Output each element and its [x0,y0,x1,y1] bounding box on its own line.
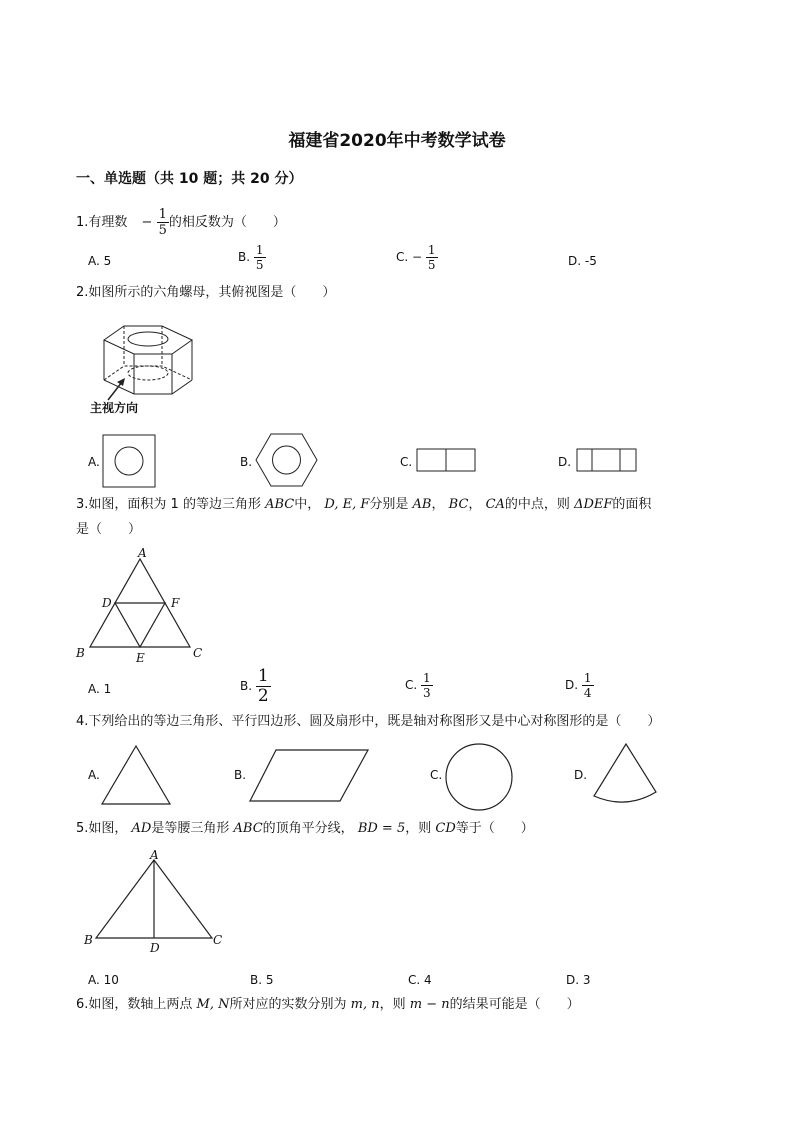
q3-text-6: 的中点，则 [504,497,570,512]
q1-num: 1 [158,207,167,222]
q3-option-a[interactable]: A. 1 [88,682,112,696]
hex-nut-figure [90,318,200,418]
q5-text-5: 等于（ ） [455,821,534,836]
q3-math-ab: AB [412,497,432,512]
page-title: 福建省2020年中考数学试卷 [288,131,506,151]
q1-den: 5 [158,223,167,238]
q5-label-c: C [213,933,223,947]
q3-c-label: C. [405,678,418,692]
question-4: 4.下列给出的等边三角形、平行四边形、圆及扇形中，既是轴对称图形又是中心对称图形的是（ ） [76,714,661,729]
q3-math-bc: BC [448,497,469,512]
q4-a-equilateral-triangle[interactable] [100,744,174,806]
q1-c-den: 5 [427,258,436,272]
q4-b-parallelogram[interactable] [248,748,370,804]
q4-c-circle[interactable] [443,741,515,813]
q6-math-mn-points: M, N [196,997,230,1012]
q1-suffix: 的相反数为（ ） [168,215,286,230]
q6-text-3: ，则 [379,997,406,1012]
q3-label-d: D [102,596,112,610]
q3-label-c: C [193,646,203,660]
q2-option-b-label[interactable]: B. [240,455,253,469]
q5-math-cd: CD [435,821,456,836]
q3-text-1: 3.如图，面积为 1 的等边三角形 [76,497,261,512]
q3-d-label: D. [565,678,579,692]
q1-c-num: 1 [427,243,436,257]
q4-option-d-label[interactable]: D. [574,768,588,782]
q3-math-abc: ABC [265,497,295,512]
q3-text-5: ， [468,497,482,512]
q1-c-fraction [426,244,438,271]
q1-b-num: 1 [255,243,264,257]
q1-c-label: C. [396,250,409,264]
q6-math-mn-values: m, n [350,997,380,1012]
q3-math-def: D, E, F [324,497,370,512]
q1-option-a[interactable]: A. 5 [88,254,112,268]
q5-option-c[interactable]: C. 4 [408,973,432,987]
section-heading: 一、单选题（共 10 题；共 20 分） [76,171,303,187]
q2-b-hexagon-circle[interactable] [254,432,320,490]
q2-option-d-label[interactable]: D. [558,455,572,469]
q3-label-a: A [138,546,147,560]
q5-label-d: D [150,941,160,955]
q1-b-fraction [254,244,266,271]
q6-text-4: 的结果可能是（ ） [449,997,580,1012]
q1-option-c[interactable] [396,244,438,271]
q1-option-d[interactable]: D. -5 [568,254,597,268]
q5-math-abc: ABC [233,821,263,836]
q3-text-7: 的面积 [612,497,652,512]
q3-line-2: 是（ ） [76,522,142,537]
q3-triangle-figure [72,545,212,667]
q6-math-m-minus-n: m − n [409,997,450,1012]
q3-c-den: 3 [423,686,431,700]
q1-minus: − [141,215,153,230]
q2-option-c-label[interactable]: C. [400,455,413,469]
q3-option-b[interactable] [240,668,271,705]
q5-text-2: 是等腰三角形 [151,821,230,836]
q2-option-a-label[interactable]: A. [88,455,100,469]
q3-math-ca: CA [485,497,505,512]
q5-isosceles-figure [80,848,230,956]
q3-c-fraction [421,672,433,699]
question-6 [76,996,580,1014]
q3-text-3: 分别是 [369,497,409,512]
q3-c-num: 1 [423,671,431,685]
question-2: 2.如图所示的六角螺母，其俯视图是（ ） [76,285,336,300]
question-1 [76,208,286,237]
q3-text-2: 中， [294,497,321,512]
q3-option-d[interactable] [565,672,594,699]
q4-d-sector[interactable] [590,742,662,808]
q1-fraction [157,208,169,237]
q3-label-b: B [76,646,85,660]
q3-b-num: 1 [257,666,269,686]
q3-b-label: B. [240,679,253,693]
q6-text-1: 6.如图，数轴上两点 [76,997,193,1012]
q3-math-triangle-def: ΔDEF [574,497,613,512]
question-5 [76,820,534,838]
q3-d-den: 4 [583,686,592,700]
q2-d-three-rectangles[interactable] [576,448,638,474]
q1-c-minus: − [412,250,423,264]
q4-option-a-label[interactable]: A. [88,768,100,782]
q5-math-bd: BD = 5 [357,821,406,836]
q5-math-ad: AD [131,821,152,836]
q3-d-fraction [582,672,594,699]
q5-option-a[interactable]: A. 10 [88,973,119,987]
q5-label-a: A [150,848,159,862]
q5-text-4: ，则 [405,821,432,836]
question-3 [76,496,651,514]
q3-b-fraction [256,668,271,705]
q1-option-b[interactable] [238,244,266,271]
q5-option-b[interactable]: B. 5 [250,973,274,987]
q3-label-e: E [136,651,145,665]
q1-b-label: B. [238,250,251,264]
q5-text-1: 5.如图， [76,821,128,836]
q3-text-4: ， [431,497,445,512]
q1-b-den: 5 [255,258,264,272]
view-direction-caption: 主视方向 [90,401,139,415]
q6-text-2: 所对应的实数分别为 [229,997,347,1012]
q3-b-den: 2 [257,686,269,706]
q1-prefix: 1.有理数 [76,215,128,230]
q3-label-f: F [171,596,180,610]
q3-d-num: 1 [583,671,592,685]
q5-option-d[interactable]: D. 3 [566,973,591,987]
q5-label-b: B [84,933,93,947]
q2-c-two-rectangles[interactable] [416,448,478,474]
q5-text-3: 的顶角平分线， [262,821,354,836]
q3-option-c[interactable] [405,672,433,699]
q4-option-c-label[interactable]: C. [430,768,443,782]
q2-a-square-circle[interactable] [102,434,158,490]
q4-option-b-label[interactable]: B. [234,768,247,782]
